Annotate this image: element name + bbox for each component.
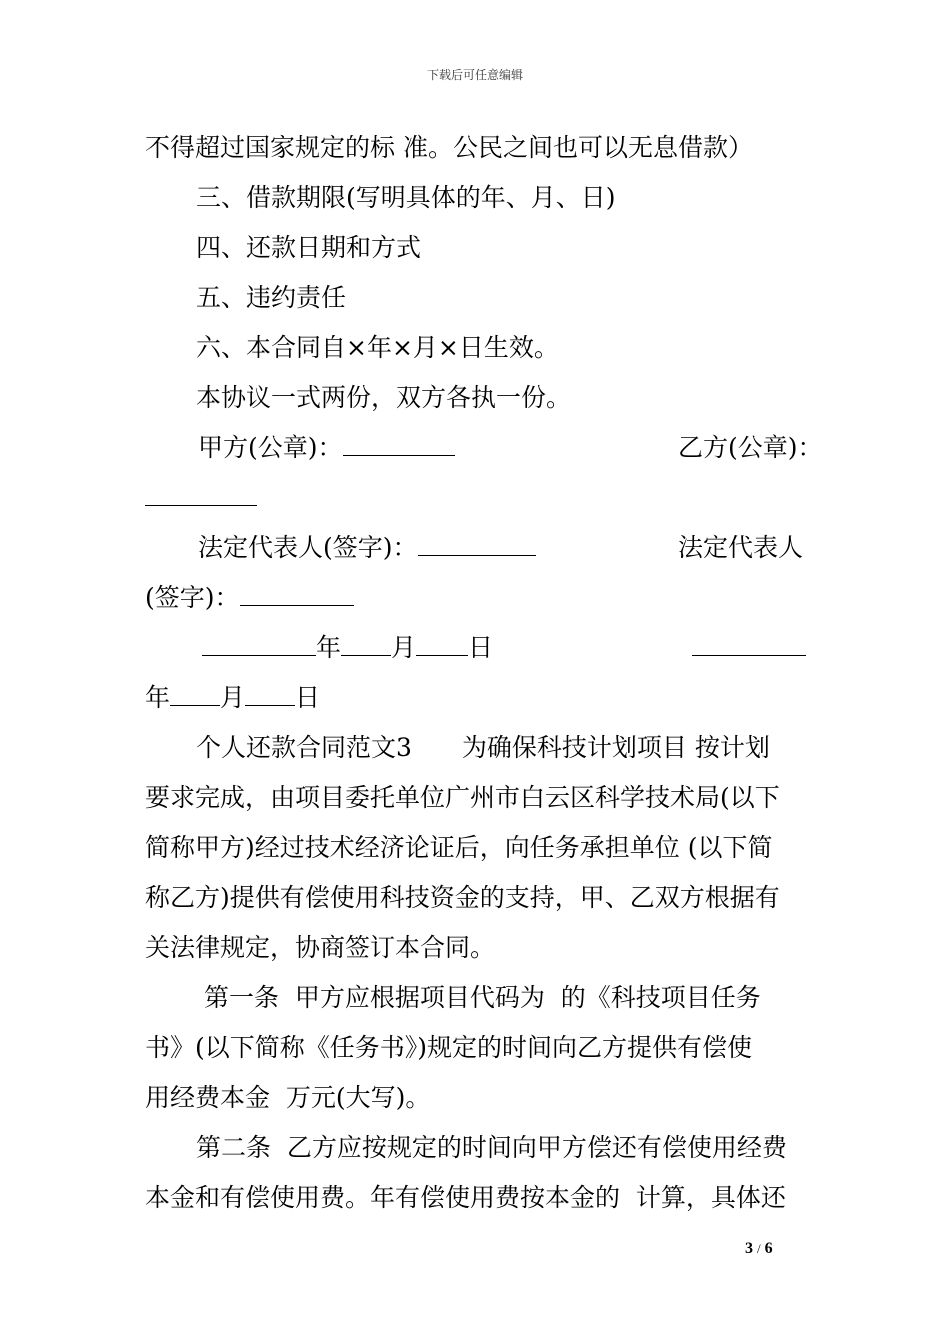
text-line: 第二条 乙方应按规定的时间向甲方偿还有偿使用经费 (196, 1133, 787, 1162)
party-b-rep-sign: (签字)： (145, 583, 354, 613)
date-blank (245, 683, 295, 706)
page-separator: / (757, 1241, 761, 1256)
text-line: 三、借款期限(写明具体的年、月、日) (196, 183, 616, 212)
date-blank (692, 633, 806, 656)
text-line: 关法律规定，协商签订本合同。 (145, 933, 496, 962)
page-number (745, 1240, 773, 1258)
text-line: 简称甲方)经过技术经济论证后，向任务承担单位 (以下简 (145, 833, 773, 862)
party-b-date: 年 月 日 (145, 683, 321, 712)
signature-blank (240, 583, 354, 606)
signature-blank (145, 483, 257, 506)
text-line: 四、还款日期和方式 (196, 233, 422, 262)
text-line: 六、本合同自×年×月×日生效。 (196, 333, 559, 362)
party-a-rep-label: 法定代表人(签字)： (198, 533, 536, 563)
signature-blank (418, 533, 536, 556)
text-line: 本协议一式两份，双方各执一份。 (196, 383, 572, 412)
signature-blank (343, 433, 455, 456)
page-header: 下载后可任意编辑 (426, 68, 523, 82)
text-line: 称乙方)提供有偿使用科技资金的支持，甲、乙双方根据有 (145, 883, 780, 912)
current-page: 3 (745, 1240, 753, 1257)
party-a-seal-label: 甲方(公章)： (198, 433, 455, 463)
date-blank (341, 633, 391, 656)
text-line: 个人还款合同范文3 为确保科技计划项目 按计划 (196, 733, 770, 762)
party-b-seal-label: 乙方(公章)： (678, 433, 823, 462)
text-line: 要求完成，由项目委托单位广州市白云区科学技术局(以下 (145, 783, 780, 812)
text-line: 不得超过国家规定的标 准。公民之间也可以无息借款） (145, 133, 753, 162)
text-line: 用经费本金 万元(大写)。 (145, 1083, 431, 1112)
total-pages: 6 (764, 1240, 773, 1257)
date-blank (170, 683, 220, 706)
text-line: 本金和有偿使用费。年有偿使用费按本金的 计算，具体还 (145, 1183, 786, 1212)
text-line: 五、违约责任 (196, 283, 347, 312)
text-line: 第一条 甲方应根据项目代码为 的《科技项目任务 (196, 983, 761, 1012)
party-b-rep-label: 法定代表人 (678, 533, 804, 562)
text-line: 书》(以下简称《任务书》)规定的时间向乙方提供有偿使 (145, 1033, 753, 1062)
date-blank (416, 633, 468, 656)
date-blank (202, 633, 316, 656)
party-b-date-blank (692, 633, 806, 663)
party-a-date: 年 月 日 (202, 633, 493, 663)
party-b-seal-blank (145, 483, 257, 513)
